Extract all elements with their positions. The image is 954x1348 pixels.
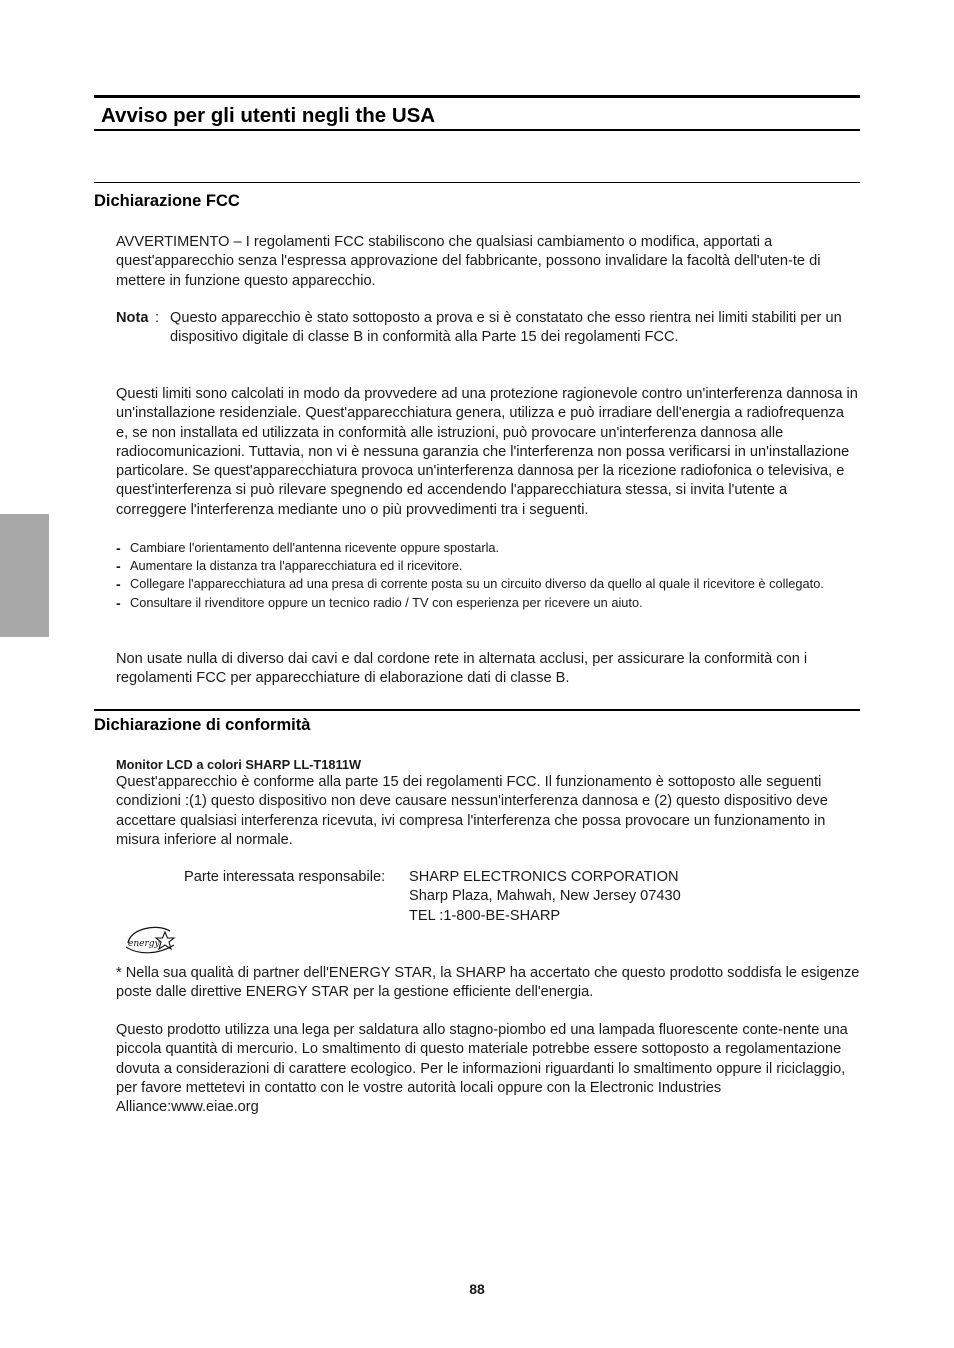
responsible-street: Sharp Plaza, Mahwah, New Jersey 07430 [409,888,681,905]
bullet-dash: - [116,540,121,556]
list-item [116,539,862,557]
list-item [116,594,862,612]
bullet-dash: - [116,594,121,611]
conformity-heading: Dichiarazione di conformità [94,716,311,734]
responsible-address [409,868,681,926]
note-text: Questo apparecchio è stato sottoposto a prova e si è constatato che esso rientra nei limiti stabiliti per un dispositivo digitale di classe B in conformità alla Parte 15 dei regolamenti FCC. [170,310,842,346]
page-number: 88 [469,1281,485,1297]
energy-logo-text: energy [128,939,160,949]
bullet-dash: - [116,558,121,575]
energy-star-note [116,964,860,1003]
fcc-limits-text: Questi limiti sono calcolati in modo da provvedere ad una protezione ragionevole contro un'interferenza dannosa in un'installazione residenziale. Quest'apparecchiatura genera, utilizza e può irradiare dell'energia a radiofrequenza e, se non installata ed utilizzata in conformità alle istruzioni, può provocare un'interferenza dannosa alle radiocomunicazioni. Tuttavia, non vi è nessuna garanzia che l'interferenza non possa verificarsi in un'installazione particolare. Se quest'apparecchiatura provoca un'interferenza dannosa per la ricezione radiofonica o televisiva, e quest'interferenza si può rilevare spegnendo ed accendendo l'apparecchiatura stessa, si invita l'utente a correggere l'interferenza mediante uno o più provvedimenti tra i seguenti. [116,386,858,518]
section-divider [94,709,860,711]
conformity-text: Quest'apparecchio è conforme alla parte 15 dei regolamenti FCC. Il funzionamento è sottoposto alle seguenti condizioni :(1) questo dispositivo non deve causare nessun'interferenza dannosa e (2) questo dispositivo deve accettare qualsiasi interferenza ricevuta, ivi compresa l'interferenza che possa provocare un funzionamento in misura inferiore al normale. [116,774,828,848]
energy-star-note-text: * Nella sua qualità di partner dell'ENERGY STAR, la SHARP ha accertato che questo prodotto soddisfa le esigenze poste dalle direttive ENERGY STAR per la gestione efficiente dell'energia. [116,965,860,1001]
list-item-text: Cambiare l'orientamento dell'antenna ricevente oppure spostarla. [130,540,500,555]
product-name: Monitor LCD a colori SHARP LL-T1811W [116,757,362,772]
fcc-warning [116,233,860,291]
list-item-text: Aumentare la distanza tra l'apparecchiatura ed il ricevitore. [130,558,463,574]
list-item-text: Collegare l'apparecchiatura ad una presa di corrente posta su un circuito diverso da quello al quale il ricevitore è collegato. [130,576,824,592]
page-title: Avviso per gli utenti negli the USA [101,104,436,127]
fcc-heading: Dichiarazione FCC [94,192,240,210]
section-divider [94,182,860,183]
fcc-warning-text: AVVERTIMENTO – I regolamenti FCC stabiliscono che qualsiasi cambiamento o modifica, apportati a quest'apparecchio senza l'espressa approvazione del fabbricante, possono invalidare la facoltà dell'uten-te di mettere in funzione questo apparecchio. [116,234,821,289]
note-colon: : [155,310,160,326]
fcc-limits [116,385,860,520]
list-item-text: Consultare il rivenditore oppure un tecnico radio / TV con esperienza per ricevere un aiuto. [130,594,643,610]
conformity-paragraph [116,773,860,850]
list-item [116,557,862,575]
responsible-label: Parte interessata responsabile: [184,869,386,885]
bullet-dash: - [116,576,121,593]
responsible-company: SHARP ELECTRONICS CORPORATION [409,869,679,885]
disposal-paragraph [116,1021,860,1117]
responsible-phone: TEL :1-800-BE-SHARP [409,907,561,924]
fcc-cables-text: Non usate nulla di diverso dai cavi e dal cordone rete in alternata acclusi, per assicurare la conformità con i regolamenti FCC per apparecchiature di elaborazione dati di classe B. [116,651,808,687]
fcc-note [116,309,860,348]
fcc-cables [116,650,860,689]
energy-star-logo-icon [122,923,176,957]
page-title-bar [94,95,860,131]
measures-list [116,539,862,612]
disposal-text: Questo prodotto utilizza una lega per saldatura allo stagno-piombo ed una lampada fluorescente conte-nente una piccola quantità di mercurio. Lo smaltimento di questo materiale potrebbe essere sottoposto a regolamentazione dovuta a considerazioni di carattere ecologico. Per le informazioni riguardanti lo smaltimento oppure il riciclaggio, per favore mettetevi in contatto con le vostre autorità locali oppure con la Electronic Industries Alliance:www.eiae.org [116,1022,848,1116]
side-tab-marker [0,514,49,637]
note-label: Nota [116,310,149,326]
list-item [116,575,862,593]
